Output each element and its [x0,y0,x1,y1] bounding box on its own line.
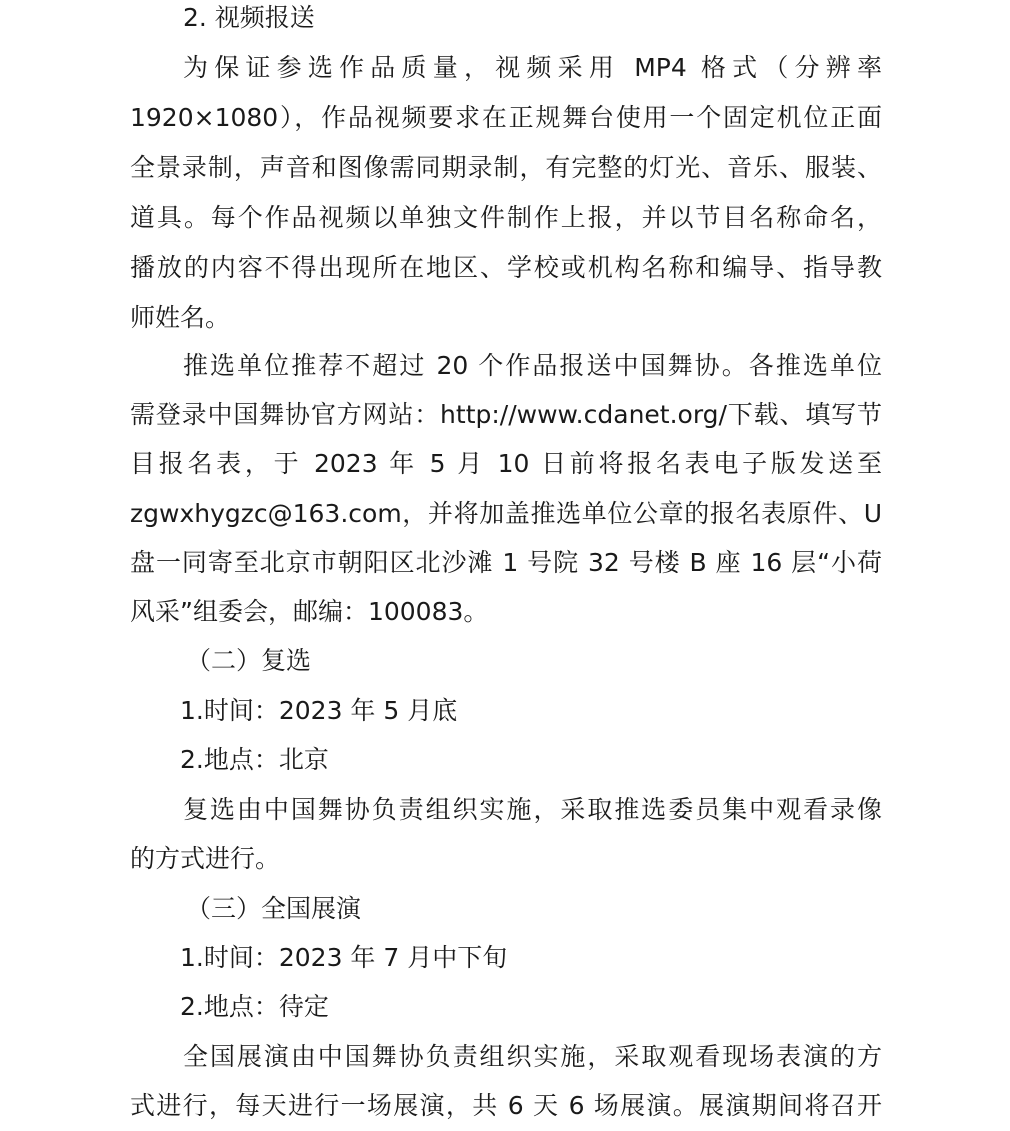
list-item: 1.时间：2023 年 7 月中下旬 [180,943,508,972]
paragraph-line: 的方式进行。 [130,844,281,873]
paragraph-line: 盘一同寄至北京市朝阳区北沙滩 1 号院 32 号楼 B 座 16 层“小荷 [130,548,882,577]
paragraph-line: 推选单位推荐不超过 20 个作品报送中国舞协。各推选单位 [183,351,882,380]
paragraph-line: 目报名表，于 2023 年 5 月 10 日前将报名表电子版发送至 [130,449,882,478]
paragraph-line: 风采”组委会，邮编：100083。 [130,597,489,626]
paragraph-line: 播放的内容不得出现所在地区、学校或机构名称和编导、指导教 [130,253,882,282]
paragraph-line: 道具。每个作品视频以单独文件制作上报，并以节目名称命名， [130,203,882,232]
paragraph-line: 式进行，每天进行一场展演，共 6 天 6 场展演。展演期间将召开 [130,1091,882,1120]
section-heading-reselection: （二）复选 [186,646,312,675]
paragraph-line: 师姓名。 [130,303,231,332]
paragraph-line: 需登录中国舞协官方网站：http://www.cdanet.org/下载、填写节 [130,400,882,429]
section-heading-video-submission: 2. 视频报送 [183,3,315,32]
paragraph-line: 为保证参选作品质量，视频采用 MP4 格式（分辨率 [183,53,882,82]
paragraph-line: zgwxhygzc@163.com，并将加盖推选单位公章的报名表原件、U [130,499,882,528]
list-item: 2.地点：北京 [180,745,329,774]
paragraph-line: 全国展演由中国舞协负责组织实施，采取观看现场表演的方 [183,1042,882,1071]
paragraph-line: 复选由中国舞协负责组织实施，采取推选委员集中观看录像 [183,795,882,824]
list-item: 1.时间：2023 年 5 月底 [180,696,458,725]
paragraph-line: 全景录制，声音和图像需同期录制，有完整的灯光、音乐、服装、 [130,153,882,182]
list-item: 2.地点：待定 [180,992,329,1021]
paragraph-line: 1920×1080），作品视频要求在正规舞台使用一个固定机位正面 [130,103,882,132]
section-heading-national-showcase: （三）全国展演 [186,894,362,923]
